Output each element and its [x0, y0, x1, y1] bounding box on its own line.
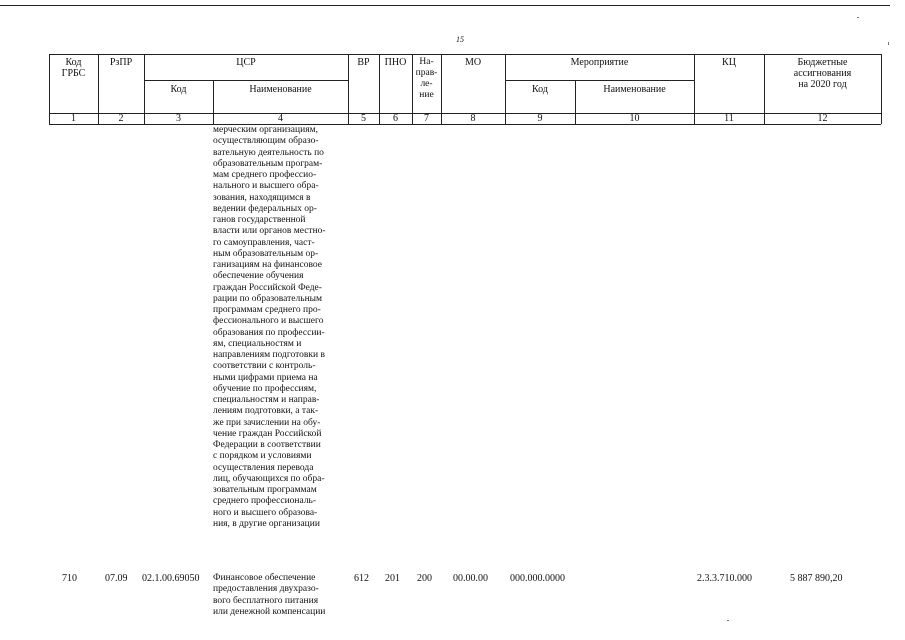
- continued-line: лениям подготовки, а так-: [213, 406, 319, 417]
- continued-line: программам среднего про-: [213, 305, 321, 315]
- row-rzpr: 07.09: [105, 573, 128, 584]
- row-grbs: 710: [62, 573, 77, 584]
- continued-description: [213, 125, 351, 530]
- continued-line: вательную деятельность по: [213, 147, 324, 158]
- continued-line: рации по образовательным: [213, 293, 323, 304]
- header-budget: Бюджетные ассигнования на 2020 год: [793, 57, 852, 90]
- continued-line: ным образовательным ор-: [213, 248, 319, 259]
- col-number: 2: [118, 113, 124, 124]
- continued-line: среднего профессиональ-: [213, 496, 317, 507]
- continued-line: нального и высшего обра-: [213, 181, 319, 192]
- continued-line: ям, специальностям и: [213, 338, 302, 349]
- continued-line: специальностям и направ-: [213, 395, 320, 405]
- continued-line: ными цифрами приема на: [213, 372, 318, 383]
- row-mer-code: 000.000.0000: [510, 573, 565, 584]
- header-kod-grbs: Код ГРБС: [61, 57, 86, 79]
- col-number: 4: [278, 113, 283, 124]
- continued-line: же при зачислении на обу-: [213, 417, 321, 428]
- scan-speck: [727, 620, 729, 621]
- continued-line: Федерации в соответствии: [213, 440, 321, 450]
- continued-line: ного и высшего образова-: [213, 507, 318, 518]
- row-name-line: Финансовое обеспечение: [213, 573, 316, 583]
- page-number: 15: [456, 35, 464, 44]
- header-mer-name: Наименование: [603, 84, 666, 95]
- continued-line: с порядком и условиями: [213, 451, 312, 462]
- row-naprav: 200: [417, 573, 432, 584]
- col-number: 6: [393, 113, 398, 124]
- col-number: 11: [724, 113, 734, 124]
- continued-line: обучение по профессиям,: [213, 383, 317, 394]
- continued-line: ганизациям на финансовое: [213, 260, 322, 270]
- header-csr-name: Наименование: [249, 84, 312, 95]
- header-pno: ПНО: [384, 57, 407, 68]
- continued-line: граждан Российской Феде-: [213, 282, 322, 293]
- col-border: [881, 54, 882, 124]
- csr-subheader-line: [144, 80, 348, 81]
- continued-line: ведении федеральных ор-: [213, 203, 317, 214]
- col-number: 8: [470, 113, 476, 124]
- row-kc: 2.3.3.710.000: [697, 573, 752, 584]
- row-name-line: вого бесплатного питания: [213, 595, 319, 606]
- continued-line: осуществления перевода: [213, 462, 314, 473]
- continued-line: мам среднего профессио-: [213, 170, 317, 180]
- continued-line: го самоуправления, част-: [213, 237, 315, 248]
- row-amount: 5 887 890,20: [790, 573, 843, 584]
- row-name: [213, 573, 351, 618]
- continued-line: зования, находящимся в: [213, 192, 311, 203]
- row-pno: 201: [385, 573, 400, 584]
- header-csr: ЦСР: [236, 57, 256, 68]
- header-top-line: [49, 54, 881, 55]
- header-mo: МО: [464, 57, 482, 68]
- header-kc: КЦ: [722, 57, 736, 68]
- continued-line: осуществляющим образо-: [213, 136, 319, 147]
- continued-line: лиц, обучающихся по обра-: [213, 473, 325, 484]
- scan-speck: [857, 17, 859, 18]
- row-name-line: или денежной компенсации: [213, 606, 326, 617]
- col-number: 9: [537, 113, 543, 124]
- numbers-bottom-line: [49, 124, 881, 125]
- col-number: 10: [629, 113, 640, 124]
- continued-line: мерческим организациям,: [213, 125, 318, 135]
- continued-line: направлениям подготовки в: [213, 350, 325, 360]
- col-number: 3: [176, 113, 181, 124]
- row-vr: 612: [354, 573, 369, 584]
- continued-line: ния, в другие организации: [213, 518, 320, 529]
- continued-line: ганов государственной: [213, 215, 306, 225]
- header-csr-kod: Код: [170, 84, 187, 95]
- top-rule: [0, 5, 890, 6]
- row-mo: 00.00.00: [453, 573, 488, 584]
- header-mer-kod: Код: [532, 84, 548, 95]
- continued-line: чение граждан Российской: [213, 428, 322, 439]
- header-meropriyatie: Мероприятие: [570, 57, 629, 68]
- row-csr-code: 02.1.00.69050: [142, 573, 200, 584]
- mer-subheader-line: [505, 80, 694, 81]
- continued-line: обеспечение обучения: [213, 271, 304, 282]
- continued-line: образовательным програм-: [213, 158, 323, 169]
- continued-line: образования по профессии-: [213, 327, 325, 338]
- header-rzpr: РзПР: [109, 57, 133, 68]
- continued-line: фессионального и высшего: [213, 316, 324, 327]
- col-number: 5: [361, 113, 366, 124]
- row-name-line: предоставления двухразо-: [213, 584, 319, 595]
- col-number: 1: [71, 113, 76, 124]
- header-vr: ВР: [357, 57, 370, 68]
- continued-line: соответствии с контроль-: [213, 361, 316, 372]
- col-number: 12: [817, 113, 828, 124]
- col-number: 7: [424, 113, 429, 124]
- header-naprav: На- прав- ле- ние: [415, 57, 438, 100]
- continued-line: зовательным программам: [213, 485, 317, 495]
- scan-speck: [888, 42, 889, 45]
- continued-line: власти или органов местно-: [213, 226, 326, 237]
